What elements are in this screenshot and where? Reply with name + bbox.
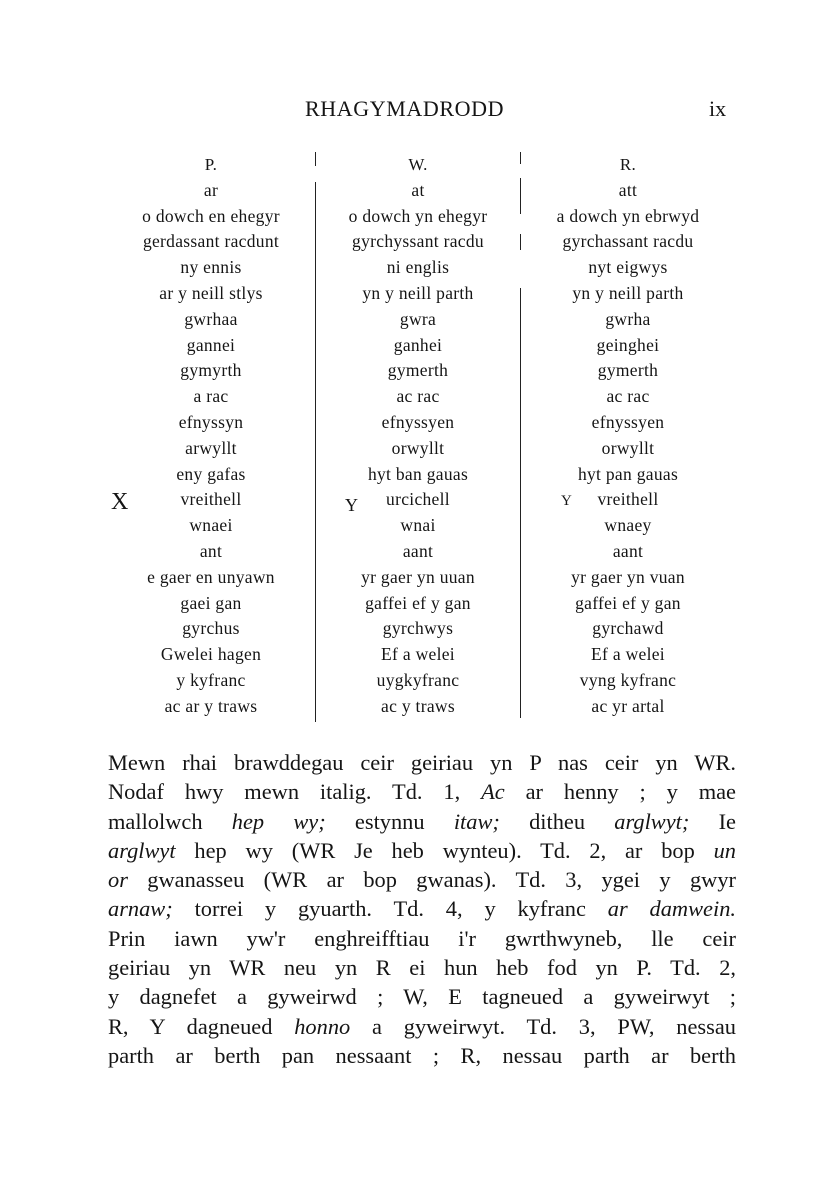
text-line: Nodaf hwy mewn italig. Td. 1, Ac ar henny ; y mae xyxy=(108,779,736,805)
table-cell: ac yr artal xyxy=(591,695,665,716)
table-cell: vyng kyfranc xyxy=(579,669,677,690)
table-cell: ny ennis xyxy=(180,257,242,278)
table-cell: ac y traws xyxy=(381,695,455,716)
margin-mark: Y xyxy=(561,493,572,509)
table-cell: nyt eigwys xyxy=(588,257,668,278)
table-cell: ganhei xyxy=(393,334,443,355)
text-line: arglwyt hep wy (WR Je heb wynteu). Td. 2, ar bop un xyxy=(108,837,736,863)
table-cell: Gwelei hagen xyxy=(160,644,262,665)
table-cell: yr gaer yn vuan xyxy=(571,566,685,587)
table-cell: wnai xyxy=(400,515,436,536)
page-number: ix xyxy=(709,96,727,121)
margin-mark: X xyxy=(111,489,129,515)
page-header xyxy=(0,96,840,126)
table-cell: ar xyxy=(203,179,219,200)
table-cell: arwyllt xyxy=(185,437,237,458)
table-cell: efnyssyn xyxy=(178,411,244,432)
table-cell: gymyrth xyxy=(180,360,242,381)
table-cell: ac rac xyxy=(606,386,650,407)
text-line: Prin iawn yw'r enghreifftiau i'r gwrthwyneb, lle ceir xyxy=(108,925,736,951)
table-cell: gyrchwys xyxy=(382,618,454,639)
text-line: parth ar berth pan nessaant ; R, nessau parth ar berth xyxy=(108,1042,736,1068)
table-cell: at xyxy=(411,179,425,200)
column-heading: R. xyxy=(619,155,637,174)
table-cell: e gaer en unyawn xyxy=(147,566,275,587)
table-cell: ant xyxy=(199,540,223,561)
margin-mark: Y xyxy=(345,495,358,515)
table-cell: hyt ban gauas xyxy=(367,463,469,484)
table-cell: ac rac xyxy=(396,386,440,407)
table-cell: efnyssyen xyxy=(591,411,665,432)
text-line: R, Y dagneued honno a gyweirwyt. Td. 3, PW, nessau xyxy=(108,1013,736,1039)
table-cell: gerdassant racdunt xyxy=(142,231,280,252)
column-divider xyxy=(520,288,521,718)
column-divider xyxy=(520,152,521,164)
text-line: or gwanasseu (WR ar bop gwanas). Td. 3, ygei y gwyr xyxy=(108,867,736,893)
table-cell: wnaey xyxy=(604,515,652,536)
table-cell: urcichell xyxy=(386,489,450,510)
column-rows xyxy=(108,178,314,720)
table-cell: gannei xyxy=(186,334,236,355)
table-cell: gaei gan xyxy=(180,592,242,613)
text-line: y dagnefet a gyweirwd ; W, E tagneued a gyweirwyt ; xyxy=(108,984,736,1010)
column-w xyxy=(317,152,519,720)
table-cell: geinghei xyxy=(596,334,660,355)
table-cell: gwrhaa xyxy=(184,308,238,329)
table-cell: yr gaer yn uuan xyxy=(361,566,475,587)
table-cell: efnyssyen xyxy=(381,411,455,432)
table-cell: y kyfranc xyxy=(176,669,246,690)
table-cell: orwyllt xyxy=(391,437,445,458)
table-cell: ac ar y traws xyxy=(164,695,258,716)
table-cell: eny gafas xyxy=(176,463,246,484)
column-heading: P. xyxy=(204,155,218,174)
column-divider xyxy=(520,234,521,250)
text-line: geiriau yn WR neu yn R ei hun heb fod yn P. Td. 2, xyxy=(108,955,736,981)
table-cell: a rac xyxy=(193,386,229,407)
column-divider xyxy=(520,178,521,214)
column-rows xyxy=(317,178,519,720)
table-cell: vreithell xyxy=(597,489,659,510)
table-cell: hyt pan gauas xyxy=(577,463,679,484)
column-heading: W. xyxy=(408,155,428,174)
table-cell: gyrchus xyxy=(182,618,240,639)
table-cell: Ef a welei xyxy=(381,644,455,665)
table-cell: o dowch yn ehegyr xyxy=(348,205,488,226)
table-cell: yn y neill parth xyxy=(572,282,684,303)
column-r xyxy=(523,152,733,720)
table-cell: gaffei ef y gan xyxy=(575,592,681,613)
table-cell: gyrchassant racdu xyxy=(562,231,694,252)
text-line: mallolwch hep wy; estynnu itaw; ditheu arglwyt; Ie xyxy=(108,808,736,834)
body-text xyxy=(108,748,736,1070)
column-divider xyxy=(315,182,316,722)
table-cell: gymerth xyxy=(597,360,659,381)
table-cell: orwyllt xyxy=(601,437,655,458)
table-cell: aant xyxy=(612,540,644,561)
column-p xyxy=(108,152,314,720)
column-rows xyxy=(523,178,733,720)
table-cell: att xyxy=(618,179,638,200)
table-cell: gaffei ef y gan xyxy=(365,592,471,613)
table-cell: uygkyfranc xyxy=(376,669,460,690)
text-line: Mewn rhai brawddegau ceir geiriau yn P nas ceir yn WR. xyxy=(108,750,736,775)
table-cell: ar y neill stlys xyxy=(159,282,263,303)
table-cell: gwrha xyxy=(605,308,651,329)
text-line: arnaw; torrei y gyuarth. Td. 4, y kyfranc ar damwein. xyxy=(108,896,736,922)
table-cell: yn y neill parth xyxy=(362,282,474,303)
table-cell: vreithell xyxy=(180,489,242,510)
table-cell: Ef a welei xyxy=(591,644,665,665)
table-cell: wnaei xyxy=(189,515,233,536)
column-divider xyxy=(315,152,316,166)
table-cell: ni englis xyxy=(386,257,450,278)
running-title: RHAGYMADRODD xyxy=(305,96,505,121)
table-cell: gyrchawd xyxy=(592,618,664,639)
table-cell: a dowch yn ebrwyd xyxy=(556,205,700,226)
table-cell: aant xyxy=(402,540,434,561)
table-cell: gyrchyssant racdu xyxy=(352,231,484,252)
table-cell: gymerth xyxy=(387,360,449,381)
table-cell: o dowch en ehegyr xyxy=(142,205,280,226)
table-cell: gwra xyxy=(399,308,437,329)
